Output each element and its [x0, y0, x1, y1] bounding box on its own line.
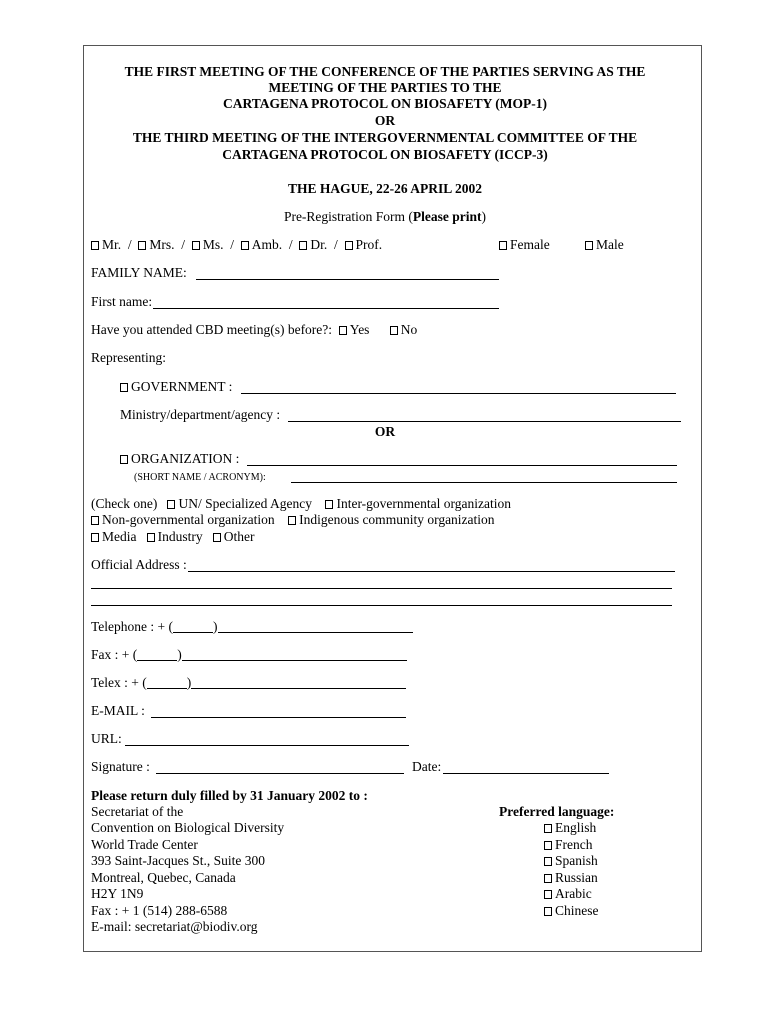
ministry-field[interactable] — [288, 421, 681, 422]
signature-label: Signature : — [91, 759, 150, 774]
representing-label: Representing: — [91, 350, 166, 365]
url-label: URL: — [91, 731, 122, 746]
return-line: H2Y 1N9 — [91, 886, 144, 901]
title-mr[interactable]: Mr. — [91, 237, 121, 252]
url-field[interactable] — [125, 745, 409, 746]
checkbox[interactable] — [120, 383, 128, 392]
title-mrs[interactable]: Mrs. — [138, 237, 174, 252]
title-amb[interactable]: Amb. — [241, 237, 282, 252]
checkbox[interactable] — [91, 516, 99, 525]
address-label: Official Address : — [91, 557, 187, 572]
checkbox[interactable] — [544, 841, 552, 850]
return-line: Convention on Biological Diversity — [91, 820, 285, 835]
return-line: E-mail: secretariat@biodiv.org — [91, 919, 258, 934]
language-chinese[interactable]: Chinese — [544, 903, 599, 919]
checkbox[interactable] — [339, 326, 347, 335]
language-arabic[interactable]: Arabic — [544, 886, 592, 902]
return-line: Montreal, Quebec, Canada — [91, 870, 236, 885]
header-line-2: MEETING OF THE PARTIES TO THE — [268, 80, 502, 95]
header-line-6: CARTAGENA PROTOCOL ON BIOSAFETY (ICCP-3) — [222, 147, 548, 162]
telephone-field[interactable] — [218, 620, 413, 633]
header-line-5: THE THIRD MEETING OF THE INTERGOVERNMENTAL COMMITTEE OF THE — [132, 130, 638, 145]
type-indigenous[interactable]: Indigenous community organization — [288, 512, 494, 527]
date-label: Date: — [412, 759, 442, 774]
telephone-area-code-field[interactable] — [173, 620, 213, 633]
telex-label: Telex : + ( ) — [91, 675, 406, 691]
short-name-field[interactable] — [291, 482, 677, 483]
telephone-label: Telephone : + ( ) — [91, 619, 413, 635]
checkbox[interactable] — [499, 241, 507, 250]
language-heading: Preferred language: — [499, 804, 615, 819]
fax-field[interactable] — [182, 648, 407, 661]
header-line-3: CARTAGENA PROTOCOL ON BIOSAFETY (MOP-1) — [222, 96, 548, 111]
checkbox[interactable] — [325, 500, 333, 509]
checkbox[interactable] — [167, 500, 175, 509]
organization-field[interactable] — [247, 465, 677, 466]
type-industry[interactable]: Industry — [147, 529, 203, 544]
checkbox[interactable] — [91, 533, 99, 542]
type-media[interactable]: Media — [91, 529, 137, 544]
checkbox[interactable] — [213, 533, 221, 542]
header-line-1: THE FIRST MEETING OF THE CONFERENCE OF THE PARTIES SERVING AS THE — [124, 64, 646, 79]
family-name-label: FAMILY NAME: — [91, 265, 187, 280]
family-name-field[interactable] — [196, 279, 499, 280]
address-field-3[interactable] — [91, 605, 672, 606]
title-dr[interactable]: Dr. — [299, 237, 327, 252]
venue: THE HAGUE, 22-26 APRIL 2002 — [288, 181, 482, 196]
email-field[interactable] — [151, 717, 406, 718]
checkbox[interactable] — [91, 241, 99, 250]
checkbox[interactable] — [585, 241, 593, 250]
checkbox[interactable] — [138, 241, 146, 250]
email-label: E-MAIL : — [91, 703, 145, 718]
checkbox[interactable] — [345, 241, 353, 250]
checkbox[interactable] — [390, 326, 398, 335]
government-field[interactable] — [241, 393, 676, 394]
fax-label: Fax : + ( ) — [91, 647, 407, 663]
return-heading: Please return duly filled by 31 January 2002 to : — [91, 788, 368, 803]
form-title: Pre-Registration Form (Please print) — [283, 209, 487, 224]
check-one-row-3 — [91, 529, 255, 545]
checkbox[interactable] — [147, 533, 155, 542]
attended-yes[interactable]: Yes — [339, 322, 370, 337]
checkbox[interactable] — [120, 455, 128, 464]
type-igo[interactable]: Inter-governmental organization — [325, 496, 511, 511]
signature-field[interactable] — [156, 773, 404, 774]
gender-female[interactable]: Female — [499, 237, 550, 253]
or-separator: OR — [374, 424, 396, 439]
check-one-row-1: (Check one) UN/ Specialized Agency Inter-governmental organization — [91, 496, 511, 511]
type-ngo[interactable]: Non-governmental organization — [91, 512, 275, 527]
first-name-field[interactable] — [153, 308, 499, 309]
date-field[interactable] — [443, 773, 609, 774]
language-french[interactable]: French — [544, 837, 593, 853]
fax-area-code-field[interactable] — [137, 648, 177, 661]
type-un[interactable]: UN/ Specialized Agency — [167, 496, 311, 511]
checkbox[interactable] — [241, 241, 249, 250]
telex-field[interactable] — [191, 676, 406, 689]
language-english[interactable]: English — [544, 820, 596, 836]
checkbox[interactable] — [544, 890, 552, 899]
address-field-2[interactable] — [91, 588, 672, 589]
gender-male[interactable]: Male — [585, 237, 624, 253]
language-spanish[interactable]: Spanish — [544, 853, 598, 869]
attended-question: Have you attended CBD meeting(s) before?: Yes No — [91, 322, 418, 337]
title-prof[interactable]: Prof. — [345, 237, 383, 252]
government-option[interactable]: GOVERNMENT : — [120, 379, 232, 395]
type-other[interactable]: Other — [213, 529, 255, 544]
return-line: Secretariat of the — [91, 804, 184, 819]
ministry-label: Ministry/department/agency : — [120, 407, 281, 422]
header-line-4: OR — [374, 113, 396, 128]
checkbox[interactable] — [544, 857, 552, 866]
return-line: World Trade Center — [91, 837, 198, 852]
telex-area-code-field[interactable] — [147, 676, 187, 689]
checkbox[interactable] — [544, 874, 552, 883]
return-line: Fax : + 1 (514) 288-6588 — [91, 903, 228, 918]
short-name-label: (SHORT NAME / ACRONYM): — [134, 472, 266, 483]
checkbox[interactable] — [299, 241, 307, 250]
title-ms[interactable]: Ms. — [192, 237, 224, 252]
checkbox[interactable] — [192, 241, 200, 250]
language-russian[interactable]: Russian — [544, 870, 598, 886]
attended-no[interactable]: No — [390, 322, 418, 337]
checkbox[interactable] — [544, 824, 552, 833]
address-field-1[interactable] — [188, 571, 675, 572]
check-one-row-2 — [91, 512, 495, 528]
first-name-label: First name: — [91, 294, 153, 309]
title-options: Mr. / Mrs. / Ms. / Amb. / Dr. / Prof. — [91, 237, 382, 253]
checkbox[interactable] — [288, 516, 296, 525]
organization-option[interactable]: ORGANIZATION : — [120, 451, 239, 467]
return-line: 393 Saint-Jacques St., Suite 300 — [91, 853, 265, 868]
checkbox[interactable] — [544, 907, 552, 916]
